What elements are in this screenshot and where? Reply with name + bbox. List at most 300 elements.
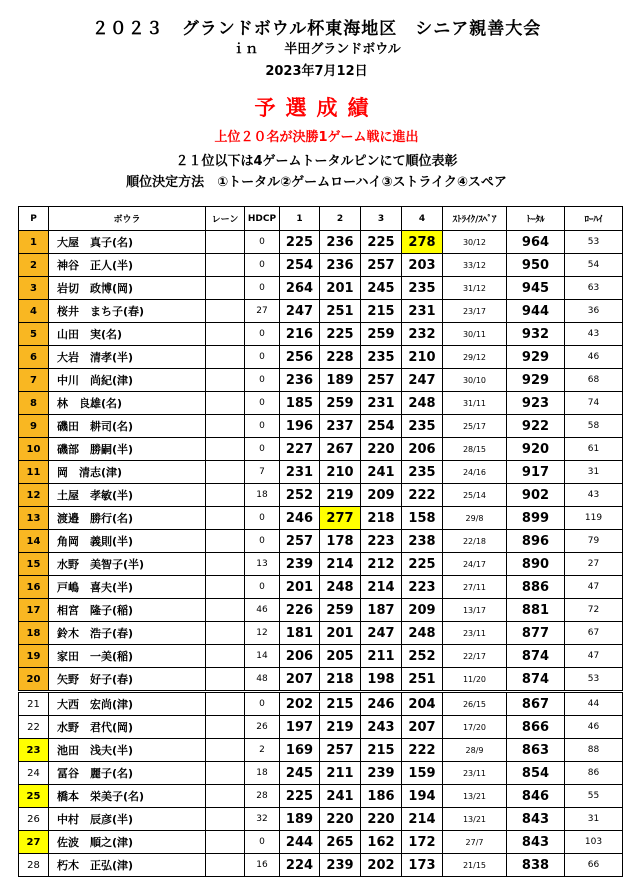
game4-cell: 247 — [402, 369, 443, 392]
strike-spare-cell: 24/16 — [443, 461, 507, 484]
table-row — [19, 808, 623, 831]
position-cell: 1 — [19, 231, 49, 254]
event-date: 2023年7月12日 — [265, 64, 368, 79]
hdcp-cell: 0 — [245, 530, 280, 553]
game2-cell: 218 — [320, 668, 361, 692]
total-cell: 843 — [507, 831, 565, 854]
low-high-cell: 68 — [565, 369, 623, 392]
hdcp-cell: 0 — [245, 438, 280, 461]
game3-cell: 231 — [361, 392, 402, 415]
low-high-cell: 43 — [565, 323, 623, 346]
position-cell: 28 — [19, 854, 49, 877]
game3-cell: 162 — [361, 831, 402, 854]
game3-cell: 198 — [361, 668, 402, 692]
total-cell: 863 — [507, 739, 565, 762]
results-heading: 予選成績 — [254, 96, 379, 120]
bowler-name-cell: 水野 美智子(半) — [49, 553, 206, 576]
game3-cell: 241 — [361, 461, 402, 484]
strike-spare-cell: 29/12 — [443, 346, 507, 369]
game2-cell: 178 — [320, 530, 361, 553]
col-header-game4: 4 — [402, 207, 443, 231]
col-header-hdcp: HDCP — [245, 207, 280, 231]
position-cell: 24 — [19, 762, 49, 785]
hdcp-cell: 0 — [245, 692, 280, 716]
table-row — [19, 507, 623, 530]
game1-cell: 252 — [280, 484, 320, 507]
bowler-name-cell: 磯田 耕司(名) — [49, 415, 206, 438]
game2-cell: 239 — [320, 854, 361, 877]
col-header-game3: 3 — [361, 207, 402, 231]
position-cell: 8 — [19, 392, 49, 415]
total-cell: 964 — [507, 231, 565, 254]
lane-cell — [206, 668, 245, 692]
table-row — [19, 831, 623, 854]
total-cell: 877 — [507, 622, 565, 645]
lane-cell — [206, 254, 245, 277]
low-high-cell: 47 — [565, 645, 623, 668]
table-row — [19, 599, 623, 622]
lane-cell — [206, 831, 245, 854]
bowler-name-cell: 土屋 孝敏(半) — [49, 484, 206, 507]
low-high-cell: 31 — [565, 808, 623, 831]
lane-cell — [206, 346, 245, 369]
game2-cell: 205 — [320, 645, 361, 668]
lane-cell — [206, 415, 245, 438]
game2-cell: 211 — [320, 762, 361, 785]
game4-cell: 222 — [402, 739, 443, 762]
strike-spare-cell: 13/17 — [443, 599, 507, 622]
game2-cell: 248 — [320, 576, 361, 599]
strike-spare-cell: 28/15 — [443, 438, 507, 461]
total-cell: 932 — [507, 323, 565, 346]
game3-cell: 186 — [361, 785, 402, 808]
table-row — [19, 854, 623, 877]
game1-cell: 245 — [280, 762, 320, 785]
ranking-note: ２１位以下は4ゲームトータルピンにて順位表彰 — [175, 154, 458, 169]
position-cell: 4 — [19, 300, 49, 323]
hdcp-cell: 0 — [245, 576, 280, 599]
total-cell: 874 — [507, 645, 565, 668]
lane-cell — [206, 645, 245, 668]
table-row — [19, 369, 623, 392]
hdcp-cell: 18 — [245, 484, 280, 507]
lane-cell — [206, 461, 245, 484]
total-cell: 902 — [507, 484, 565, 507]
low-high-cell: 46 — [565, 346, 623, 369]
bowler-name-cell: 橋本 栄美子(名) — [49, 785, 206, 808]
game2-cell: 220 — [320, 808, 361, 831]
game2-cell: 215 — [320, 692, 361, 716]
total-cell: 843 — [507, 808, 565, 831]
bowler-name-cell: 大屋 真子(名) — [49, 231, 206, 254]
low-high-cell: 31 — [565, 461, 623, 484]
game4-cell: 209 — [402, 599, 443, 622]
total-cell: 846 — [507, 785, 565, 808]
game2-cell: 251 — [320, 300, 361, 323]
bowler-name-cell: 池田 浅夫(半) — [49, 739, 206, 762]
game2-cell: 201 — [320, 622, 361, 645]
table-row — [19, 692, 623, 716]
game1-cell: 202 — [280, 692, 320, 716]
position-cell: 17 — [19, 599, 49, 622]
bowler-name-cell: 神谷 正人(半) — [49, 254, 206, 277]
game2-cell: 225 — [320, 323, 361, 346]
game2-cell: 219 — [320, 716, 361, 739]
col-header-game2: 2 — [320, 207, 361, 231]
game4-cell: 222 — [402, 484, 443, 507]
table-row — [19, 461, 623, 484]
hdcp-cell: 46 — [245, 599, 280, 622]
hdcp-cell: 26 — [245, 716, 280, 739]
lane-cell — [206, 277, 245, 300]
table-row — [19, 415, 623, 438]
total-cell: 838 — [507, 854, 565, 877]
game1-cell: 169 — [280, 739, 320, 762]
game3-cell: 225 — [361, 231, 402, 254]
low-high-cell: 86 — [565, 762, 623, 785]
low-high-cell: 61 — [565, 438, 623, 461]
table-row — [19, 254, 623, 277]
strike-spare-cell: 27/7 — [443, 831, 507, 854]
total-cell: 950 — [507, 254, 565, 277]
bowler-name-cell: 磯部 勝嗣(半) — [49, 438, 206, 461]
game1-cell: 246 — [280, 507, 320, 530]
hdcp-cell: 0 — [245, 507, 280, 530]
table-row — [19, 438, 623, 461]
strike-spare-cell: 30/12 — [443, 231, 507, 254]
low-high-cell: 36 — [565, 300, 623, 323]
position-cell: 11 — [19, 461, 49, 484]
bowler-name-cell: 水野 君代(岡) — [49, 716, 206, 739]
bowler-name-cell: 相宮 隆子(稲) — [49, 599, 206, 622]
strike-spare-cell: 13/21 — [443, 808, 507, 831]
lane-cell — [206, 576, 245, 599]
total-cell: 881 — [507, 599, 565, 622]
hdcp-cell: 18 — [245, 762, 280, 785]
strike-spare-cell: 22/17 — [443, 645, 507, 668]
lane-cell — [206, 785, 245, 808]
position-cell: 3 — [19, 277, 49, 300]
tiebreak-note: 順位決定方法 ①トータル②ゲームローハイ③ストライク④スペア — [126, 175, 507, 190]
bowler-name-cell: 佐波 順之(津) — [49, 831, 206, 854]
table-row — [19, 576, 623, 599]
col-header-strike-spare: ｽﾄﾗｲｸ/ｽﾍﾟｱ — [443, 207, 507, 231]
hdcp-cell: 0 — [245, 831, 280, 854]
position-cell: 18 — [19, 622, 49, 645]
position-cell: 15 — [19, 553, 49, 576]
game1-cell: 206 — [280, 645, 320, 668]
total-cell: 886 — [507, 576, 565, 599]
game2-cell: 201 — [320, 277, 361, 300]
game4-cell: 235 — [402, 277, 443, 300]
total-cell: 854 — [507, 762, 565, 785]
lane-cell — [206, 392, 245, 415]
table-row — [19, 231, 623, 254]
hdcp-cell: 2 — [245, 739, 280, 762]
game3-cell: 257 — [361, 369, 402, 392]
game1-cell: 216 — [280, 323, 320, 346]
col-header-position: P — [19, 207, 49, 231]
game1-cell: 185 — [280, 392, 320, 415]
game2-cell: 241 — [320, 785, 361, 808]
lane-cell — [206, 622, 245, 645]
game3-cell: 202 — [361, 854, 402, 877]
game3-cell: 215 — [361, 739, 402, 762]
game3-cell: 209 — [361, 484, 402, 507]
low-high-cell: 53 — [565, 668, 623, 692]
game4-cell: 206 — [402, 438, 443, 461]
position-cell: 12 — [19, 484, 49, 507]
strike-spare-cell: 22/18 — [443, 530, 507, 553]
bowler-name-cell: 桜井 まち子(春) — [49, 300, 206, 323]
game2-cell: 277 — [320, 507, 361, 530]
position-cell: 14 — [19, 530, 49, 553]
table-row — [19, 739, 623, 762]
strike-spare-cell: 28/9 — [443, 739, 507, 762]
lane-cell — [206, 300, 245, 323]
low-high-cell: 43 — [565, 484, 623, 507]
game3-cell: 259 — [361, 323, 402, 346]
lane-cell — [206, 808, 245, 831]
position-cell: 25 — [19, 785, 49, 808]
strike-spare-cell: 25/17 — [443, 415, 507, 438]
game2-cell: 214 — [320, 553, 361, 576]
table-row — [19, 392, 623, 415]
game3-cell: 257 — [361, 254, 402, 277]
strike-spare-cell: 23/17 — [443, 300, 507, 323]
game3-cell: 187 — [361, 599, 402, 622]
bowler-name-cell: 大西 宏尚(津) — [49, 692, 206, 716]
lane-cell — [206, 739, 245, 762]
game3-cell: 254 — [361, 415, 402, 438]
hdcp-cell: 14 — [245, 645, 280, 668]
game2-cell: 210 — [320, 461, 361, 484]
game4-cell: 214 — [402, 808, 443, 831]
game1-cell: 264 — [280, 277, 320, 300]
position-cell: 26 — [19, 808, 49, 831]
lane-cell — [206, 762, 245, 785]
col-header-lane: レーン — [206, 207, 245, 231]
hdcp-cell: 27 — [245, 300, 280, 323]
lane-cell — [206, 231, 245, 254]
hdcp-cell: 0 — [245, 392, 280, 415]
bowler-name-cell: 鈴木 浩子(春) — [49, 622, 206, 645]
position-cell: 13 — [19, 507, 49, 530]
lane-cell — [206, 438, 245, 461]
strike-spare-cell: 26/15 — [443, 692, 507, 716]
game1-cell: 244 — [280, 831, 320, 854]
hdcp-cell: 0 — [245, 323, 280, 346]
table-row — [19, 622, 623, 645]
col-header-total: ﾄｰﾀﾙ — [507, 207, 565, 231]
table-row — [19, 277, 623, 300]
position-cell: 2 — [19, 254, 49, 277]
game4-cell: 248 — [402, 392, 443, 415]
low-high-cell: 46 — [565, 716, 623, 739]
game4-cell: 159 — [402, 762, 443, 785]
position-cell: 21 — [19, 692, 49, 716]
strike-spare-cell: 29/8 — [443, 507, 507, 530]
game4-cell: 225 — [402, 553, 443, 576]
total-cell: 945 — [507, 277, 565, 300]
game1-cell: 227 — [280, 438, 320, 461]
game1-cell: 254 — [280, 254, 320, 277]
hdcp-cell: 7 — [245, 461, 280, 484]
low-high-cell: 103 — [565, 831, 623, 854]
game4-cell: 231 — [402, 300, 443, 323]
game4-cell: 251 — [402, 668, 443, 692]
total-cell: 867 — [507, 692, 565, 716]
results-table — [18, 206, 623, 877]
game4-cell: 158 — [402, 507, 443, 530]
hdcp-cell: 0 — [245, 346, 280, 369]
bowler-name-cell: 山田 実(名) — [49, 323, 206, 346]
game4-cell: 223 — [402, 576, 443, 599]
strike-spare-cell: 17/20 — [443, 716, 507, 739]
lane-cell — [206, 716, 245, 739]
lane-cell — [206, 323, 245, 346]
low-high-cell: 58 — [565, 415, 623, 438]
game4-cell: 235 — [402, 415, 443, 438]
bowler-name-cell: 岩切 政博(岡) — [49, 277, 206, 300]
game4-cell: 235 — [402, 461, 443, 484]
hdcp-cell: 48 — [245, 668, 280, 692]
lane-cell — [206, 692, 245, 716]
game4-cell: 210 — [402, 346, 443, 369]
low-high-cell: 67 — [565, 622, 623, 645]
game2-cell: 219 — [320, 484, 361, 507]
game4-cell: 278 — [402, 231, 443, 254]
game2-cell: 265 — [320, 831, 361, 854]
strike-spare-cell: 23/11 — [443, 762, 507, 785]
hdcp-cell: 0 — [245, 277, 280, 300]
game4-cell: 232 — [402, 323, 443, 346]
game2-cell: 259 — [320, 392, 361, 415]
low-high-cell: 74 — [565, 392, 623, 415]
bowler-name-cell: 林 良雄(名) — [49, 392, 206, 415]
game4-cell: 194 — [402, 785, 443, 808]
game3-cell: 220 — [361, 438, 402, 461]
low-high-cell: 63 — [565, 277, 623, 300]
strike-spare-cell: 24/17 — [443, 553, 507, 576]
low-high-cell: 47 — [565, 576, 623, 599]
hdcp-cell: 13 — [245, 553, 280, 576]
strike-spare-cell: 13/21 — [443, 785, 507, 808]
game4-cell: 172 — [402, 831, 443, 854]
game2-cell: 189 — [320, 369, 361, 392]
strike-spare-cell: 33/12 — [443, 254, 507, 277]
bowler-name-cell: 中川 尚紀(津) — [49, 369, 206, 392]
game3-cell: 218 — [361, 507, 402, 530]
game2-cell: 237 — [320, 415, 361, 438]
low-high-cell: 55 — [565, 785, 623, 808]
position-cell: 7 — [19, 369, 49, 392]
game3-cell: 245 — [361, 277, 402, 300]
game4-cell: 204 — [402, 692, 443, 716]
qualify-note: 上位２０名が決勝1ゲーム戦に進出 — [214, 130, 419, 145]
event-title: ２０２３ グランドボウル杯東海地区 シニア親善大会 — [91, 19, 542, 39]
hdcp-cell: 12 — [245, 622, 280, 645]
game1-cell: 225 — [280, 785, 320, 808]
lane-cell — [206, 553, 245, 576]
total-cell: 874 — [507, 668, 565, 692]
game4-cell: 248 — [402, 622, 443, 645]
bowler-name-cell: 渡邉 勝行(名) — [49, 507, 206, 530]
bowler-name-cell: 朽木 正弘(津) — [49, 854, 206, 877]
bowler-name-cell: 冨谷 麗子(名) — [49, 762, 206, 785]
bowler-name-cell: 矢野 好子(春) — [49, 668, 206, 692]
game3-cell: 247 — [361, 622, 402, 645]
low-high-cell: 44 — [565, 692, 623, 716]
game3-cell: 214 — [361, 576, 402, 599]
game3-cell: 220 — [361, 808, 402, 831]
game2-cell: 236 — [320, 231, 361, 254]
game1-cell: 189 — [280, 808, 320, 831]
hdcp-cell: 0 — [245, 231, 280, 254]
game1-cell: 201 — [280, 576, 320, 599]
strike-spare-cell: 30/11 — [443, 323, 507, 346]
low-high-cell: 88 — [565, 739, 623, 762]
low-high-cell: 119 — [565, 507, 623, 530]
game1-cell: 207 — [280, 668, 320, 692]
hdcp-cell: 28 — [245, 785, 280, 808]
col-header-game1: 1 — [280, 207, 320, 231]
game2-cell: 257 — [320, 739, 361, 762]
total-cell: 917 — [507, 461, 565, 484]
game3-cell: 212 — [361, 553, 402, 576]
position-cell: 9 — [19, 415, 49, 438]
table-row — [19, 762, 623, 785]
game1-cell: 236 — [280, 369, 320, 392]
table-row — [19, 785, 623, 808]
position-cell: 5 — [19, 323, 49, 346]
game3-cell: 223 — [361, 530, 402, 553]
low-high-cell: 54 — [565, 254, 623, 277]
lane-cell — [206, 530, 245, 553]
game1-cell: 196 — [280, 415, 320, 438]
total-cell: 923 — [507, 392, 565, 415]
table-row — [19, 484, 623, 507]
lane-cell — [206, 854, 245, 877]
strike-spare-cell: 31/12 — [443, 277, 507, 300]
game1-cell: 231 — [280, 461, 320, 484]
lane-cell — [206, 599, 245, 622]
game3-cell: 243 — [361, 716, 402, 739]
low-high-cell: 27 — [565, 553, 623, 576]
game1-cell: 257 — [280, 530, 320, 553]
bowler-name-cell: 家田 一美(稲) — [49, 645, 206, 668]
bowler-name-cell: 大岩 清孝(半) — [49, 346, 206, 369]
bowler-name-cell: 戸嶋 喜夫(半) — [49, 576, 206, 599]
game1-cell: 224 — [280, 854, 320, 877]
game3-cell: 211 — [361, 645, 402, 668]
game3-cell: 246 — [361, 692, 402, 716]
game4-cell: 207 — [402, 716, 443, 739]
game1-cell: 225 — [280, 231, 320, 254]
game1-cell: 197 — [280, 716, 320, 739]
total-cell: 866 — [507, 716, 565, 739]
game2-cell: 259 — [320, 599, 361, 622]
total-cell: 890 — [507, 553, 565, 576]
bowler-name-cell: 岡 清志(津) — [49, 461, 206, 484]
game4-cell: 252 — [402, 645, 443, 668]
hdcp-cell: 32 — [245, 808, 280, 831]
table-header-row — [19, 207, 623, 231]
game2-cell: 236 — [320, 254, 361, 277]
table-row — [19, 553, 623, 576]
position-cell: 10 — [19, 438, 49, 461]
total-cell: 896 — [507, 530, 565, 553]
